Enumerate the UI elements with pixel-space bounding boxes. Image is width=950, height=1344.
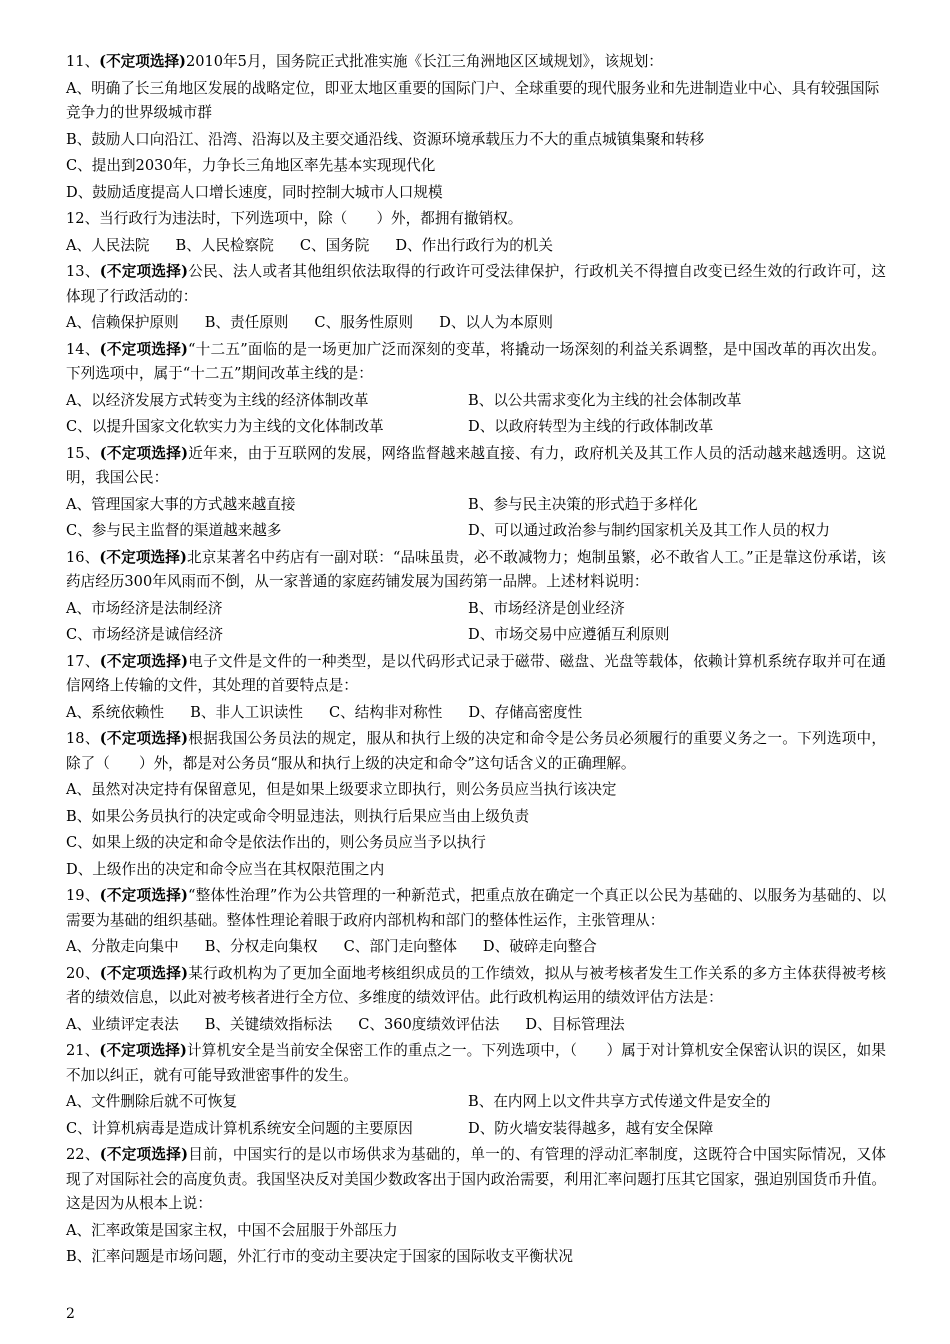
question-type-tag: (不定项选择) bbox=[99, 730, 189, 747]
question-item bbox=[66, 1143, 886, 1270]
option-row bbox=[66, 1013, 886, 1038]
question-number: 19、 bbox=[66, 887, 100, 904]
answer-option: B、市场经济是创业经济 bbox=[468, 599, 625, 617]
option-row bbox=[66, 935, 886, 960]
question-type-tag: (不定项选择) bbox=[99, 548, 187, 566]
option-row bbox=[66, 1090, 886, 1115]
answer-option: B、以公共需求变化为主线的社会体制改革 bbox=[468, 391, 742, 409]
answer-option: D、上级作出的决定和命令应当在其权限范围之内 bbox=[66, 860, 385, 878]
answer-option: A、业绩评定表法 bbox=[66, 1015, 179, 1033]
question-text: 公民、法人或者其他组织依法取得的行政许可受法律保护，行政机关不得擅自改变已经生效的行政许可，这体现了行政活动的： bbox=[66, 263, 886, 305]
question-type-tag: (不定项选择) bbox=[99, 444, 189, 462]
question-text: 当行政行为违法时，下列选项中，除（ ）外，都拥有撤销权。 bbox=[99, 210, 523, 227]
answer-option: C、如果上级的决定和命令是依法作出的，则公务员应当予以执行 bbox=[66, 834, 486, 851]
question-text: 目前，中国实行的是以市场供求为基础的，单一的、有管理的浮动汇率制度，这既符合中国实际情况，又体现了对国际社会的高度负责。我国坚决反对美国少数政客出于国内政治需要，利用汇率问题打压其它国家，强迫别国货币升值。这是因为从根本上说： bbox=[66, 1146, 886, 1212]
question-stem bbox=[66, 884, 886, 933]
answer-option: A、系统依赖性 bbox=[66, 703, 165, 721]
answer-option: C、部门走向整体 bbox=[343, 938, 457, 955]
option-row bbox=[66, 519, 886, 544]
answer-option: B、在内网上以文件共享方式传递文件是安全的 bbox=[468, 1093, 771, 1110]
question-list bbox=[66, 50, 886, 1272]
answer-option: D、以人为本原则 bbox=[439, 314, 553, 331]
question-stem bbox=[66, 260, 886, 309]
question-stem bbox=[66, 650, 886, 699]
answer-option: D、鼓励适度提高人口增长速度，同时控制大城市人口规模 bbox=[66, 183, 443, 201]
question-stem bbox=[66, 207, 886, 232]
question-stem bbox=[66, 338, 886, 387]
answer-option: B、人民检察院 bbox=[175, 236, 274, 254]
question-number: 15、 bbox=[66, 444, 100, 462]
option-row bbox=[66, 234, 886, 259]
answer-option: D、可以通过政治参与制约国家机关及其工作人员的权力 bbox=[468, 522, 830, 539]
answer-option: B、分权走向集权 bbox=[204, 938, 318, 955]
option-row bbox=[66, 389, 886, 414]
option-row bbox=[66, 493, 886, 518]
question-number: 20、 bbox=[66, 964, 100, 982]
answer-option: C、国务院 bbox=[299, 236, 370, 254]
question-number: 13、 bbox=[66, 263, 100, 280]
question-number: 12、 bbox=[66, 210, 100, 227]
answer-option: D、目标管理法 bbox=[525, 1015, 625, 1033]
question-type-tag: (不定项选择) bbox=[99, 1042, 187, 1059]
question-stem bbox=[66, 546, 886, 595]
question-item bbox=[66, 260, 886, 336]
question-text: 根据我国公务员法的规定，服从和执行上级的决定和命令是公务员必须履行的重要义务之一。下列选项中，除了（ ）外，都是对公务员“服从和执行上级的决定和命令”这句话含义的正确理解。 bbox=[66, 730, 886, 772]
answer-option: B、关键绩效指标法 bbox=[204, 1015, 333, 1033]
question-item bbox=[66, 546, 886, 648]
question-item bbox=[66, 727, 886, 882]
answer-option: B、参与民主决策的形式趋于多样化 bbox=[468, 495, 698, 513]
question-text: 2010年5月，国务院正式批准实施《长江三角洲地区区域规划》，该规划： bbox=[185, 53, 663, 70]
answer-option: A、虽然对决定持有保留意见，但是如果上级要求立即执行，则公务员应当执行该决定 bbox=[66, 781, 617, 798]
question-item bbox=[66, 1039, 886, 1141]
question-stem bbox=[66, 442, 886, 491]
option-row bbox=[66, 415, 886, 440]
answer-option: D、市场交易中应遵循互利原则 bbox=[468, 626, 670, 643]
question-item bbox=[66, 442, 886, 544]
question-text: 计算机安全是当前安全保密工作的重点之一。下列选项中，（ ）属于对计算机安全保密认识的误区，如果不加以纠正，就有可能导致泄密事件的发生。 bbox=[66, 1042, 886, 1084]
question-type-tag: (不定项选择) bbox=[99, 340, 188, 358]
answer-option: B、非人工识读性 bbox=[190, 703, 303, 721]
question-item bbox=[66, 962, 886, 1038]
option-row bbox=[66, 1117, 886, 1142]
question-number: 21、 bbox=[66, 1042, 100, 1059]
answer-option: A、分散走向集中 bbox=[66, 938, 179, 955]
question-number: 11、 bbox=[66, 53, 100, 70]
answer-option: A、汇率政策是国家主权，中国不会屈服于外部压力 bbox=[66, 1221, 398, 1239]
answer-option: A、管理国家大事的方式越来越直接 bbox=[66, 495, 296, 513]
question-stem bbox=[66, 1039, 886, 1088]
option-row bbox=[66, 623, 886, 648]
question-number: 18、 bbox=[66, 730, 100, 747]
option-row bbox=[66, 701, 886, 726]
answer-option: D、以政府转型为主线的行政体制改革 bbox=[468, 418, 714, 435]
answer-option: B、如果公务员执行的决定或命令明显违法，则执行后果应当由上级负责 bbox=[66, 807, 530, 825]
question-number: 16、 bbox=[66, 548, 100, 566]
question-type-tag: (不定项选择) bbox=[99, 652, 189, 670]
answer-option: D、作出行政行为的机关 bbox=[395, 236, 553, 254]
question-text: 某行政机构为了更加全面地考核组织成员的工作绩效，拟从与被考核者发生工作关系的多方主体获得被考核者的绩效信息，以此对被考核者进行全方位、多维度的绩效评估。此行政机构运用的绩效评估方法是： bbox=[66, 964, 886, 1006]
question-item bbox=[66, 338, 886, 440]
option-row bbox=[66, 311, 886, 336]
question-item bbox=[66, 207, 886, 258]
answer-option: A、以经济发展方式转变为主线的经济体制改革 bbox=[66, 391, 369, 409]
question-type-tag: (不定项选择) bbox=[99, 964, 189, 982]
answer-option: C、提出到2030年，力争长三角地区率先基本实现现代化 bbox=[66, 157, 436, 174]
option-row bbox=[66, 597, 886, 622]
question-text: “整体性治理”作为公共管理的一种新范式，把重点放在确定一个真正以公民为基础的、以服务为基础的、以需要为基础的组织基础。整体性理论着眼于政府内部机构和部门的整体性运作，主张管理从： bbox=[66, 887, 886, 929]
answer-option: B、责任原则 bbox=[204, 314, 289, 331]
answer-option: A、人民法院 bbox=[66, 236, 150, 254]
question-item bbox=[66, 50, 886, 205]
answer-option: B、鼓励人口向沿江、沿湾、沿海以及主要交通沿线、资源环境承载压力不大的重点城镇集聚和转移 bbox=[66, 130, 705, 148]
question-text: 电子文件是文件的一种类型，是以代码形式记录于磁带、磁盘、光盘等载体，依赖计算机系统存取并可在通信网络上传输的文件，其处理的首要特点是： bbox=[66, 652, 886, 694]
answer-option: C、360度绩效评估法 bbox=[358, 1015, 500, 1033]
question-text: 近年来，由于互联网的发展，网络监督越来越直接、有力，政府机关及其工作人员的活动越来越透明。这说明，我国公民： bbox=[66, 444, 886, 486]
question-number: 17、 bbox=[66, 652, 100, 670]
page-number: 2 bbox=[66, 1306, 75, 1322]
question-number: 14、 bbox=[66, 340, 100, 358]
answer-option: C、服务性原则 bbox=[314, 314, 414, 331]
question-type-tag: (不定项选择) bbox=[99, 263, 189, 280]
answer-option: A、文件删除后就不可恢复 bbox=[66, 1093, 238, 1110]
question-item bbox=[66, 884, 886, 960]
answer-option: D、破碎走向整合 bbox=[482, 938, 597, 955]
answer-option: A、信赖保护原则 bbox=[66, 314, 179, 331]
question-stem bbox=[66, 1143, 886, 1217]
question-stem bbox=[66, 50, 886, 75]
answer-option: D、存储高密度性 bbox=[468, 703, 583, 721]
answer-option: C、市场经济是诚信经济 bbox=[66, 626, 224, 643]
question-stem bbox=[66, 727, 886, 776]
question-text: “十二五”面临的是一场更加广泛而深刻的变革，将撬动一场深刻的利益关系调整，是中国改革的再次出发。下列选项中，属于“十二五”期间改革主线的是： bbox=[66, 340, 886, 382]
question-item bbox=[66, 650, 886, 726]
question-number: 22、 bbox=[66, 1146, 100, 1163]
answer-option: A、市场经济是法制经济 bbox=[66, 599, 223, 617]
question-type-tag: (不定项选择) bbox=[99, 53, 186, 70]
question-type-tag: (不定项选择) bbox=[99, 1146, 189, 1163]
answer-option: C、以提升国家文化软实力为主线的文化体制改革 bbox=[66, 418, 384, 435]
answer-option: D、防火墙安装得越多，越有安全保障 bbox=[468, 1119, 714, 1137]
answer-option: C、计算机病毒是造成计算机系统安全问题的主要原因 bbox=[66, 1119, 413, 1137]
question-stem bbox=[66, 962, 886, 1011]
question-text: 北京某著名中药店有一副对联：“品味虽贵，必不敢减物力；炮制虽繁，必不敢省人工。”正是靠这份承诺，该药店经历300年风雨而不倒，从一家普通的家庭药铺发展为国药第一品牌。上述材料说明： bbox=[66, 548, 886, 590]
answer-option: A、明确了长三角地区发展的战略定位，即亚太地区重要的国际门户、全球重要的现代服务业和先进制造业中心、具有较强国际竞争力的世界级城市群 bbox=[66, 79, 880, 121]
answer-option: B、汇率问题是市场问题，外汇行市的变动主要决定于国家的国际收支平衡状况 bbox=[66, 1248, 573, 1265]
answer-option: C、参与民主监督的渠道越来越多 bbox=[66, 522, 282, 539]
question-type-tag: (不定项选择) bbox=[99, 887, 188, 904]
answer-option: C、结构非对称性 bbox=[329, 703, 443, 721]
